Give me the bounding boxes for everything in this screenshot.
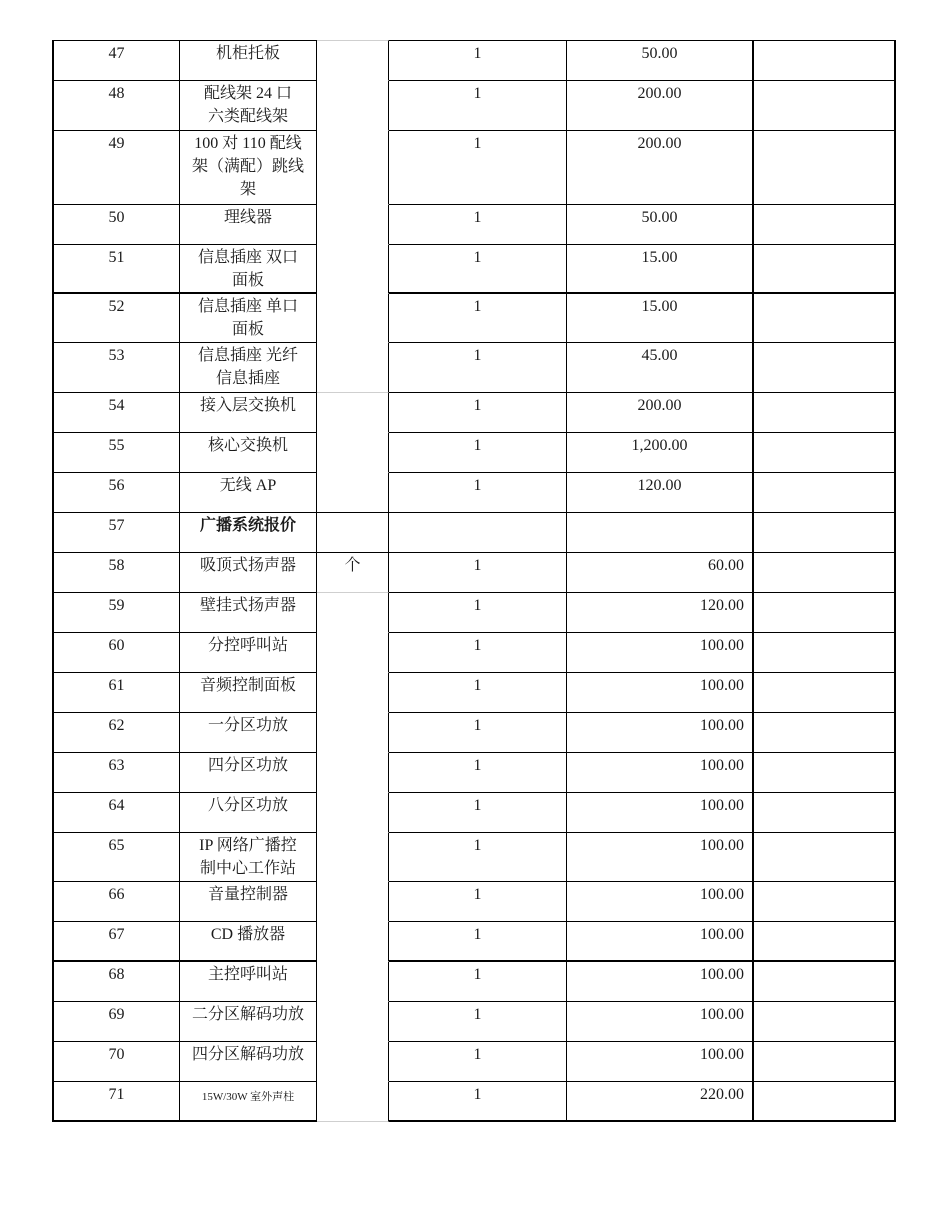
table-row (52, 473, 896, 513)
table-row (52, 81, 896, 131)
unit-cell (317, 673, 389, 713)
quantity-cell: 1 (389, 793, 567, 833)
row-number-cell: 57 (52, 513, 180, 553)
row-number-cell: 47 (52, 40, 180, 81)
unit-cell (317, 294, 389, 343)
item-name-cell: 壁挂式扬声器 (180, 593, 317, 633)
item-name-cell: 100 对 110 配线 架（满配）跳线 架 (180, 131, 317, 205)
unit-cell (317, 793, 389, 833)
unit-cell (317, 633, 389, 673)
table-row (52, 343, 896, 393)
table-row (52, 433, 896, 473)
unit-cell (317, 1002, 389, 1042)
remark-cell (754, 40, 896, 81)
price-cell: 120.00 (567, 473, 754, 513)
item-name-cell: 信息插座 光纤 信息插座 (180, 343, 317, 393)
table-row (52, 962, 896, 1002)
row-number-cell: 52 (52, 294, 180, 343)
quantity-cell: 1 (389, 553, 567, 593)
quantity-cell: 1 (389, 633, 567, 673)
quantity-cell: 1 (389, 673, 567, 713)
quantity-cell: 1 (389, 713, 567, 753)
item-name-cell: 四分区解码功放 (180, 1042, 317, 1082)
price-cell: 100.00 (567, 633, 754, 673)
quantity-cell: 1 (389, 81, 567, 131)
price-cell: 50.00 (567, 205, 754, 245)
quantity-cell: 1 (389, 131, 567, 205)
row-number-cell: 62 (52, 713, 180, 753)
row-number-cell: 69 (52, 1002, 180, 1042)
quantity-cell: 1 (389, 962, 567, 1002)
quantity-cell: 1 (389, 833, 567, 882)
unit-cell (317, 1082, 389, 1122)
quantity-cell (389, 513, 567, 553)
remark-cell (754, 882, 896, 922)
price-cell (567, 513, 754, 553)
price-cell: 100.00 (567, 922, 754, 962)
quantity-cell: 1 (389, 294, 567, 343)
item-name-cell: 核心交换机 (180, 433, 317, 473)
table-row (52, 882, 896, 922)
remark-cell (754, 1002, 896, 1042)
item-name-cell: 分控呼叫站 (180, 633, 317, 673)
row-number-cell: 70 (52, 1042, 180, 1082)
unit-cell (317, 393, 389, 433)
row-number-cell: 48 (52, 81, 180, 131)
unit-cell (317, 1042, 389, 1082)
remark-cell (754, 294, 896, 343)
row-number-cell: 66 (52, 882, 180, 922)
table-row (52, 40, 896, 81)
row-number-cell: 68 (52, 962, 180, 1002)
item-name-cell: 音频控制面板 (180, 673, 317, 713)
unit-cell (317, 922, 389, 962)
row-number-cell: 51 (52, 245, 180, 294)
quantity-cell: 1 (389, 343, 567, 393)
row-number-cell: 58 (52, 553, 180, 593)
remark-cell (754, 753, 896, 793)
price-cell: 15.00 (567, 294, 754, 343)
row-number-cell: 56 (52, 473, 180, 513)
item-name-cell: 音量控制器 (180, 882, 317, 922)
remark-cell (754, 473, 896, 513)
row-number-cell: 50 (52, 205, 180, 245)
table-row (52, 131, 896, 205)
remark-cell (754, 245, 896, 294)
item-name-cell: 15W/30W 室外声柱 (180, 1082, 317, 1122)
remark-cell (754, 131, 896, 205)
unit-cell (317, 713, 389, 753)
item-name-cell: IP 网络广播控 制中心工作站 (180, 833, 317, 882)
row-number-cell: 61 (52, 673, 180, 713)
remark-cell (754, 343, 896, 393)
item-name-cell: 信息插座 双口 面板 (180, 245, 317, 294)
remark-cell (754, 1082, 896, 1122)
table-row (52, 673, 896, 713)
price-cell: 200.00 (567, 81, 754, 131)
quantity-cell: 1 (389, 433, 567, 473)
quantity-cell: 1 (389, 922, 567, 962)
price-cell: 100.00 (567, 793, 754, 833)
remark-cell (754, 833, 896, 882)
remark-cell (754, 1042, 896, 1082)
item-name-cell: 无线 AP (180, 473, 317, 513)
item-name-cell: 四分区功放 (180, 753, 317, 793)
quantity-cell: 1 (389, 753, 567, 793)
row-number-cell: 53 (52, 343, 180, 393)
price-cell: 45.00 (567, 343, 754, 393)
price-cell: 120.00 (567, 593, 754, 633)
quantity-cell: 1 (389, 1002, 567, 1042)
remark-cell (754, 793, 896, 833)
row-number-cell: 71 (52, 1082, 180, 1122)
item-name-cell: 主控呼叫站 (180, 962, 317, 1002)
remark-cell (754, 673, 896, 713)
table-row (52, 205, 896, 245)
unit-cell (317, 473, 389, 513)
table-row (52, 513, 896, 553)
table-body (52, 40, 896, 1122)
quantity-cell: 1 (389, 245, 567, 294)
table-row (52, 793, 896, 833)
item-name-cell: 一分区功放 (180, 713, 317, 753)
item-name-cell: 配线架 24 口 六类配线架 (180, 81, 317, 131)
table-row (52, 553, 896, 593)
price-cell: 200.00 (567, 131, 754, 205)
quantity-cell: 1 (389, 40, 567, 81)
item-name-cell: 广播系统报价 (180, 513, 317, 553)
unit-cell (317, 593, 389, 633)
row-number-cell: 49 (52, 131, 180, 205)
table-row (52, 1042, 896, 1082)
price-cell: 100.00 (567, 713, 754, 753)
price-cell: 1,200.00 (567, 433, 754, 473)
unit-cell (317, 205, 389, 245)
price-cell: 100.00 (567, 882, 754, 922)
remark-cell (754, 962, 896, 1002)
remark-cell (754, 633, 896, 673)
quotation-table (52, 40, 896, 1122)
item-name-cell: 吸顶式扬声器 (180, 553, 317, 593)
item-name-cell: 理线器 (180, 205, 317, 245)
unit-cell (317, 81, 389, 131)
table-row (52, 393, 896, 433)
unit-cell (317, 245, 389, 294)
item-name-cell: 二分区解码功放 (180, 1002, 317, 1042)
table-row (52, 833, 896, 882)
unit-cell (317, 882, 389, 922)
remark-cell (754, 553, 896, 593)
remark-cell (754, 593, 896, 633)
remark-cell (754, 81, 896, 131)
remark-cell (754, 205, 896, 245)
quantity-cell: 1 (389, 1042, 567, 1082)
quantity-cell: 1 (389, 1082, 567, 1122)
row-number-cell: 65 (52, 833, 180, 882)
price-cell: 100.00 (567, 753, 754, 793)
price-cell: 60.00 (567, 553, 754, 593)
unit-cell (317, 833, 389, 882)
quantity-cell: 1 (389, 473, 567, 513)
table-row (52, 593, 896, 633)
item-name-cell: 八分区功放 (180, 793, 317, 833)
quantity-cell: 1 (389, 205, 567, 245)
price-cell: 100.00 (567, 962, 754, 1002)
row-number-cell: 60 (52, 633, 180, 673)
quantity-cell: 1 (389, 593, 567, 633)
remark-cell (754, 393, 896, 433)
price-cell: 200.00 (567, 393, 754, 433)
table-row (52, 922, 896, 962)
row-number-cell: 64 (52, 793, 180, 833)
item-name-cell: 机柜托板 (180, 40, 317, 81)
quantity-cell: 1 (389, 393, 567, 433)
quantity-cell: 1 (389, 882, 567, 922)
price-cell: 50.00 (567, 40, 754, 81)
unit-cell (317, 433, 389, 473)
item-name-cell: 接入层交换机 (180, 393, 317, 433)
table-row (52, 294, 896, 343)
unit-cell: 个 (317, 553, 389, 593)
remark-cell (754, 922, 896, 962)
table-row (52, 753, 896, 793)
row-number-cell: 55 (52, 433, 180, 473)
price-cell: 220.00 (567, 1082, 754, 1122)
row-number-cell: 59 (52, 593, 180, 633)
remark-cell (754, 713, 896, 753)
unit-cell (317, 962, 389, 1002)
price-cell: 15.00 (567, 245, 754, 294)
row-number-cell: 67 (52, 922, 180, 962)
table-row (52, 1002, 896, 1042)
price-cell: 100.00 (567, 1002, 754, 1042)
row-number-cell: 63 (52, 753, 180, 793)
unit-cell (317, 513, 389, 553)
table-row (52, 245, 896, 294)
table-row (52, 633, 896, 673)
price-cell: 100.00 (567, 833, 754, 882)
price-cell: 100.00 (567, 1042, 754, 1082)
item-name-cell: CD 播放器 (180, 922, 317, 962)
row-number-cell: 54 (52, 393, 180, 433)
unit-cell (317, 343, 389, 393)
table-row (52, 713, 896, 753)
remark-cell (754, 513, 896, 553)
unit-cell (317, 753, 389, 793)
unit-cell (317, 40, 389, 81)
remark-cell (754, 433, 896, 473)
item-name-cell: 信息插座 单口 面板 (180, 294, 317, 343)
price-cell: 100.00 (567, 673, 754, 713)
table-row (52, 1082, 896, 1122)
unit-cell (317, 131, 389, 205)
